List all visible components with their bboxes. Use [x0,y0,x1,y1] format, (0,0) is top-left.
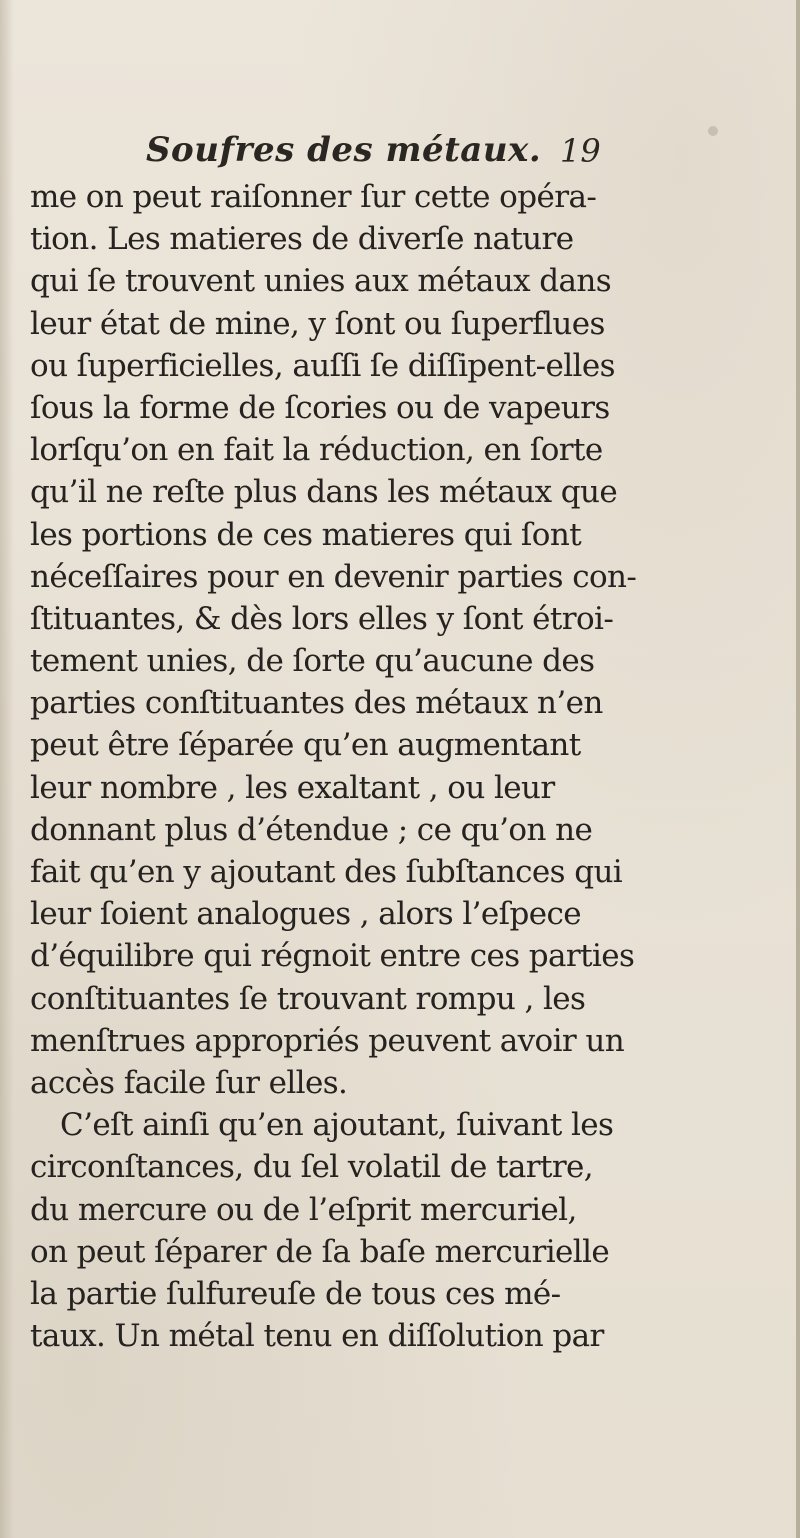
text-line: les portions de ces matieres qui ſont [30,516,582,553]
text-line: tion. Les matieres de diverſe nature [30,221,574,258]
text-line: circonſtances, du ſel volatil de tartre, [30,1149,594,1186]
text-line: ſous la forme de ſcories ou de vapeurs [30,389,610,426]
page-edge [796,0,800,1538]
paragraph-start-line: C’eſt ainſi qu’en ajoutant, ſuivant les [60,1107,614,1144]
text-line: taux. Un métal tenu en diſſolution par [30,1318,604,1355]
running-head: Soufres des métaux. [146,130,542,170]
text-line: accès facile ſur elles. [30,1064,348,1101]
text-line: leur ſoient analogues , alors l’eſpece [30,896,582,933]
text-line: me on peut raiſonner ſur cette opéra- [30,179,597,215]
text-line: qu’il ne reſte plus dans les métaux que [30,474,618,511]
text-line: ſtituantes, & dès lors elles y ſont étroi- [30,600,614,637]
text-line: d’équilibre qui régnoit entre ces parties [30,938,635,975]
text-line: conſtituantes ſe trouvant rompu , les [30,980,586,1017]
text-line: néceſſaires pour en devenir parties con- [30,558,637,595]
page-header [0,124,800,180]
text-line: peut être ſéparée qu’en augmentant [30,727,581,764]
text-line: la partie ſulfureuſe de tous ces mé- [30,1275,561,1312]
text-line: fait qu’en y ajoutant des ſubſtances qui [30,854,623,890]
text-line: qui ſe trouvent unies aux métaux dans [30,263,612,300]
page-binding-shadow [0,0,14,1538]
text-line: on peut ſéparer de ſa baſe mercurielle [30,1233,610,1270]
text-line: lorſqu’on en fait la réduction, en ſorte [30,432,603,469]
body-text [30,176,790,1357]
text-line: donnant plus d’étendue ; ce qu’on ne [30,811,593,848]
page-number: 19 [560,132,601,170]
text-line: ou ſuperficielles, auſſi ſe diſſipent-elles [30,347,615,384]
text-line: leur nombre , les exaltant , ou leur [30,769,555,806]
text-line: du mercure ou de l’eſprit mercuriel, [30,1191,577,1228]
text-line: tement unies, de ſorte qu’aucune des [30,643,595,680]
text-line: menſtrues appropriés peuvent avoir un [30,1022,625,1059]
text-line: parties conſtituantes des métaux n’en [30,685,603,722]
text-line: leur état de mine, y ſont ou ſuperflues [30,305,605,342]
